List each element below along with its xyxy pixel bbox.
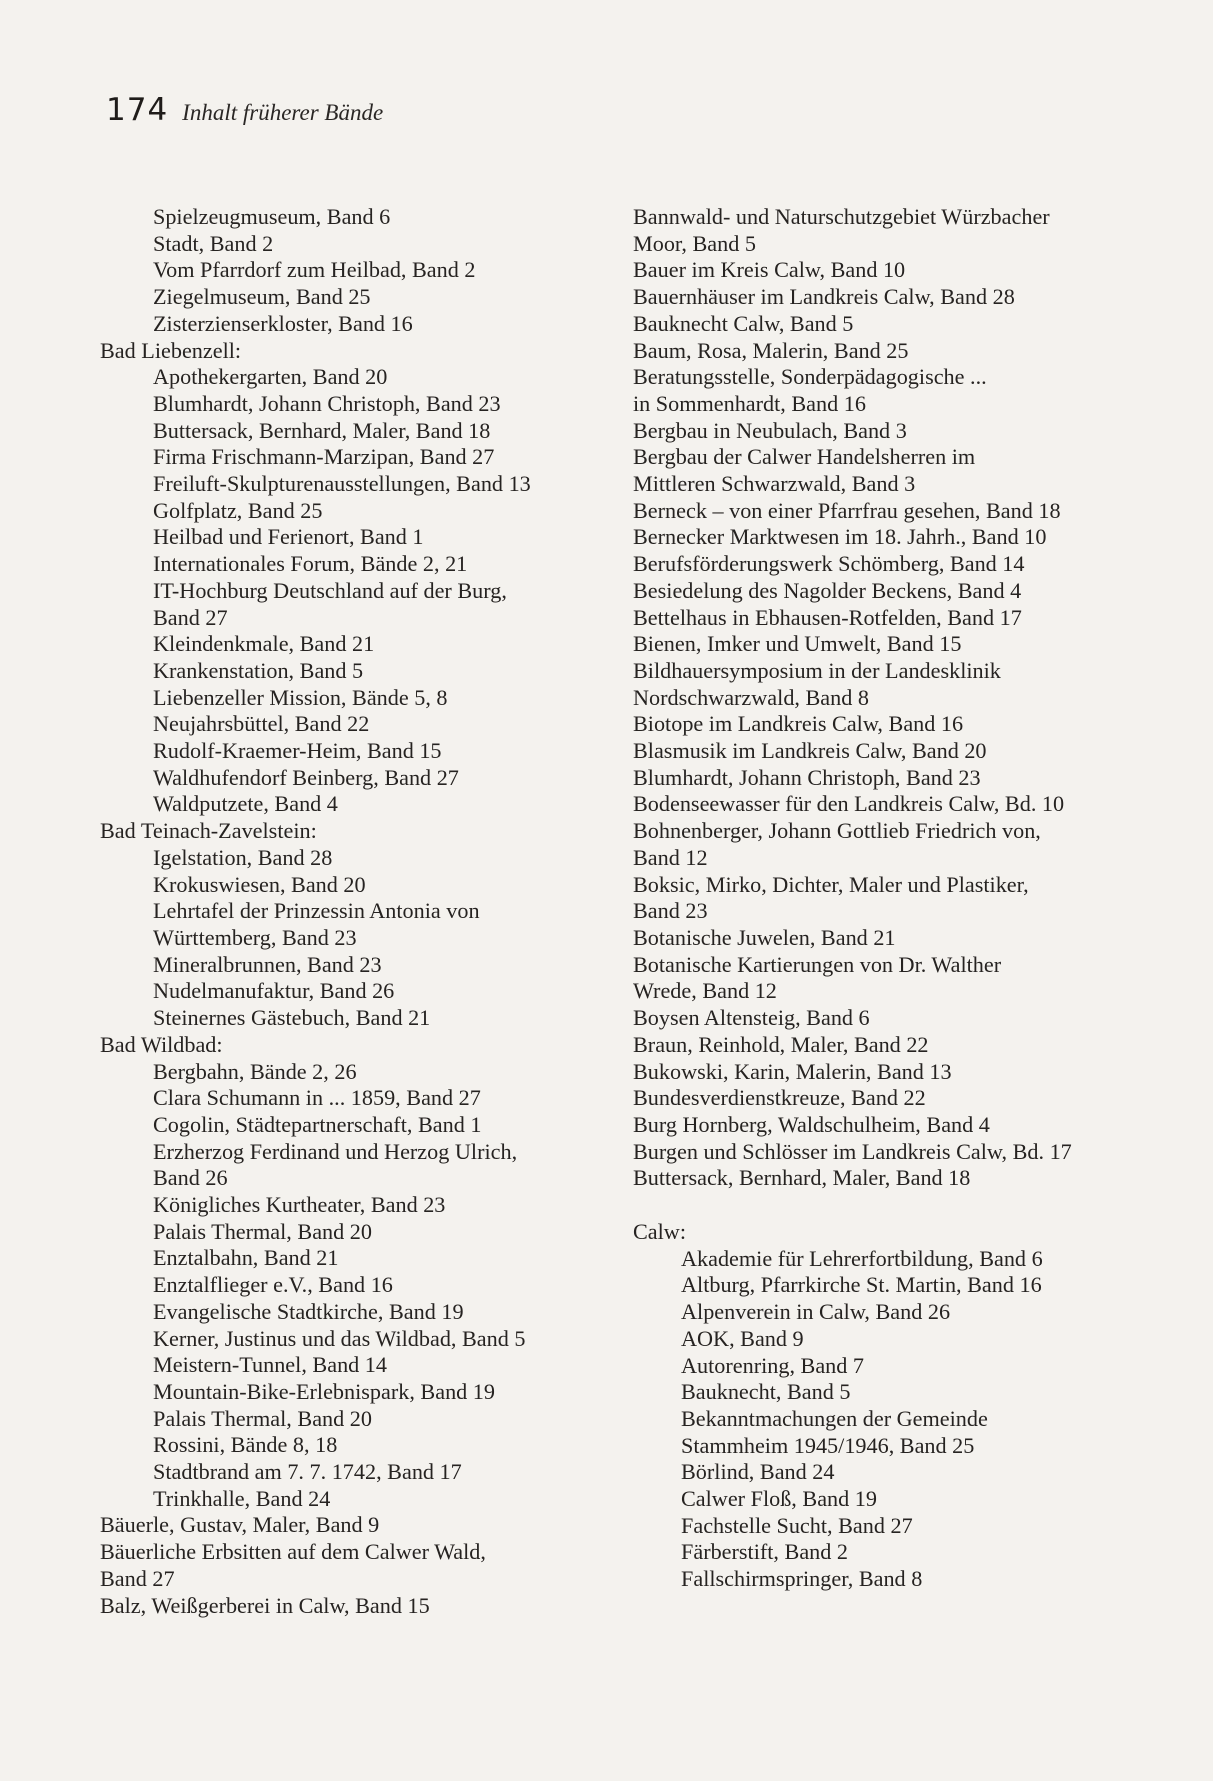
index-entry: Bergbau in Neubulach, Band 3: [633, 417, 907, 443]
index-entry: Besiedelung des Nagolder Beckens, Band 4: [633, 577, 1022, 603]
index-entry: Bannwald- und Naturschutzgebiet Würzbacher: [633, 204, 1050, 229]
index-entry: Bohnenberger, Johann Gottlieb Friedrich von,: [633, 818, 1041, 844]
index-entry: Enztalbahn, Band 21: [153, 1245, 339, 1271]
index-entry: Berneck – von einer Pfarrfrau gesehen, Band 18: [633, 497, 1061, 523]
index-entry: Bauknecht, Band 5: [681, 1379, 851, 1405]
index-entry: Steinernes Gästebuch, Band 21: [153, 1005, 431, 1031]
index-entry: Boysen Altensteig, Band 6: [633, 1005, 870, 1031]
index-entry: Golfplatz, Band 25: [153, 497, 323, 523]
index-entry: Band 27: [100, 1565, 175, 1591]
index-entry: Palais Thermal, Band 20: [153, 1405, 372, 1431]
index-entry: Trinkhalle, Band 24: [153, 1485, 331, 1511]
index-entry: Blasmusik im Landkreis Calw, Band 20: [633, 738, 987, 764]
index-entry: Neujahrsbüttel, Band 22: [153, 711, 370, 737]
index-entry: Bergbau der Calwer Handelsherren im: [633, 444, 976, 470]
index-entry: Burg Hornberg, Waldschulheim, Band 4: [633, 1111, 990, 1137]
index-entry: Autorenring, Band 7: [681, 1352, 865, 1378]
index-column-right: [633, 204, 1133, 1593]
index-entry: Blumhardt, Johann Christoph, Band 23: [633, 764, 981, 790]
index-entry: Buttersack, Bernhard, Maler, Band 18: [633, 1165, 971, 1191]
page-number: 174: [106, 92, 169, 128]
index-entry: Evangelische Stadtkirche, Band 19: [153, 1298, 464, 1324]
index-entry: Fallschirmspringer, Band 8: [681, 1566, 923, 1592]
index-entry: Bodenseewasser für den Landkreis Calw, Bd. 10: [633, 791, 1065, 817]
index-entry: Mountain-Bike-Erlebnispark, Band 19: [153, 1378, 495, 1404]
index-entry: Biotope im Landkreis Calw, Band 16: [633, 711, 964, 737]
index-entry: Nudelmanufaktur, Band 26: [153, 978, 395, 1004]
index-entry: Bauernhäuser im Landkreis Calw, Band 28: [633, 284, 1015, 310]
index-entry: Zisterzienserkloster, Band 16: [153, 310, 413, 336]
index-entry: Bundesverdienstkreuze, Band 22: [633, 1085, 926, 1111]
index-entry: Freiluft-Skulpturenausstellungen, Band 13: [153, 471, 531, 497]
index-entry: Stammheim 1945/1946, Band 25: [681, 1432, 975, 1458]
index-entry: Clara Schumann in ... 1859, Band 27: [153, 1085, 481, 1111]
index-entry: AOK, Band 9: [681, 1325, 804, 1351]
index-entry: Beratungsstelle, Sonderpädagogische ...: [633, 364, 987, 390]
index-entry: Cogolin, Städtepartnerschaft, Band 1: [153, 1111, 482, 1137]
index-entry: Nordschwarzwald, Band 8: [633, 684, 869, 710]
index-entry: Akademie für Lehrerfortbildung, Band 6: [681, 1245, 1043, 1271]
index-entry: Rudolf-Kraemer-Heim, Band 15: [153, 738, 442, 764]
index-entry: Bäuerle, Gustav, Maler, Band 9: [100, 1512, 380, 1538]
index-entry: Rossini, Bände 8, 18: [153, 1432, 338, 1458]
index-entry: Spielzeugmuseum, Band 6: [153, 204, 391, 229]
index-entry: Buttersack, Bernhard, Maler, Band 18: [153, 417, 491, 443]
index-entry: Burgen und Schlösser im Landkreis Calw, Bd. 17: [633, 1138, 1072, 1164]
index-entry: Baum, Rosa, Malerin, Band 25: [633, 337, 909, 363]
index-entry: IT-Hochburg Deutschland auf der Burg,: [153, 577, 507, 603]
index-entry: Mineralbrunnen, Band 23: [153, 951, 382, 977]
index-entry: Bienen, Imker und Umwelt, Band 15: [633, 631, 962, 657]
index-entry: Bauknecht Calw, Band 5: [633, 310, 854, 336]
index-entry: Bernecker Marktwesen im 18. Jahrh., Band 10: [633, 524, 1047, 550]
index-entry: Vom Pfarrdorf zum Heilbad, Band 2: [153, 257, 476, 283]
index-entry: Berufsförderungswerk Schömberg, Band 14: [633, 551, 1025, 577]
index-entry: Palais Thermal, Band 20: [153, 1218, 372, 1244]
index-entry: in Sommenhardt, Band 16: [633, 390, 866, 416]
index-entry: Waldputzete, Band 4: [153, 791, 338, 817]
index-entry: Meistern-Tunnel, Band 14: [153, 1352, 387, 1378]
index-entry: Königliches Kurtheater, Band 23: [153, 1192, 446, 1218]
index-entry: Boksic, Mirko, Dichter, Maler und Plastiker,: [633, 871, 1029, 897]
index-entry: Alpenverein in Calw, Band 26: [681, 1299, 951, 1325]
index-entry: Bildhauersymposium in der Landesklinik: [633, 657, 1001, 683]
index-entry: Band 23: [633, 898, 708, 924]
index-entry: Bauer im Kreis Calw, Band 10: [633, 257, 906, 283]
section-gap: [633, 1192, 1133, 1219]
index-entry: Calwer Floß, Band 19: [681, 1486, 877, 1512]
index-entry: Bettelhaus in Ebhausen-Rotfelden, Band 17: [633, 604, 1022, 630]
index-entry: Band 27: [153, 604, 228, 630]
index-entry: Bergbahn, Bände 2, 26: [153, 1058, 357, 1084]
index-entry: Färberstift, Band 2: [681, 1539, 848, 1565]
index-entry: Bukowski, Karin, Malerin, Band 13: [633, 1058, 952, 1084]
running-title: Inhalt früherer Bände: [182, 100, 384, 125]
index-entry: Braun, Reinhold, Maler, Band 22: [633, 1031, 929, 1057]
index-entry: Börlind, Band 24: [681, 1459, 835, 1485]
index-entry: Firma Frischmann-Marzipan, Band 27: [153, 444, 495, 470]
index-entry: Stadt, Band 2: [153, 230, 274, 256]
index-entry: Enztalflieger e.V., Band 16: [153, 1272, 393, 1298]
index-entry: Stadtbrand am 7. 7. 1742, Band 17: [153, 1459, 462, 1485]
index-entry: Botanische Kartierungen von Dr. Walther: [633, 951, 1002, 977]
index-entry: Erzherzog Ferdinand und Herzog Ulrich,: [153, 1138, 518, 1164]
index-entry: Moor, Band 5: [633, 230, 756, 256]
index-column-left: [100, 204, 605, 1619]
index-heading: Bad Liebenzell:: [100, 337, 242, 363]
index-entry: Kerner, Justinus und das Wildbad, Band 5: [153, 1325, 526, 1351]
index-entry: Blumhardt, Johann Christoph, Band 23: [153, 390, 501, 416]
index-entry: Igelstation, Band 28: [153, 844, 333, 870]
index-entry: Krankenstation, Band 5: [153, 657, 364, 683]
index-heading: Bad Wildbad:: [100, 1031, 223, 1057]
index-entry: Botanische Juwelen, Band 21: [633, 924, 896, 950]
index-heading: Bad Teinach-Zavelstein:: [100, 818, 317, 844]
index-entry: Bäuerliche Erbsitten auf dem Calwer Wald,: [100, 1539, 486, 1565]
index-entry: Bekanntmachungen der Gemeinde: [681, 1405, 988, 1431]
index-entry: Lehrtafel der Prinzessin Antonia von: [153, 898, 480, 924]
index-entry: Wrede, Band 12: [633, 978, 777, 1004]
index-entry: Band 12: [633, 844, 708, 870]
index-entry: Fachstelle Sucht, Band 27: [681, 1512, 913, 1538]
index-entry: Kleindenkmale, Band 21: [153, 631, 375, 657]
index-entry: Ziegelmuseum, Band 25: [153, 284, 371, 310]
index-entry: Krokuswiesen, Band 20: [153, 871, 366, 897]
index-entry: Waldhufendorf Beinberg, Band 27: [153, 764, 459, 790]
index-heading: Calw:: [633, 1219, 686, 1245]
page-header: [106, 92, 383, 128]
index-entry: Band 26: [153, 1165, 228, 1191]
index-entry: Balz, Weißgerberei in Calw, Band 15: [100, 1592, 430, 1618]
index-entry: Apothekergarten, Band 20: [153, 364, 388, 390]
index-entry: Mittleren Schwarzwald, Band 3: [633, 471, 916, 497]
index-entry: Württemberg, Band 23: [153, 924, 357, 950]
index-entry: Heilbad und Ferienort, Band 1: [153, 524, 424, 550]
index-entry: Liebenzeller Mission, Bände 5, 8: [153, 684, 448, 710]
index-entry: Altburg, Pfarrkirche St. Martin, Band 16: [681, 1272, 1042, 1298]
index-entry: Internationales Forum, Bände 2, 21: [153, 551, 468, 577]
